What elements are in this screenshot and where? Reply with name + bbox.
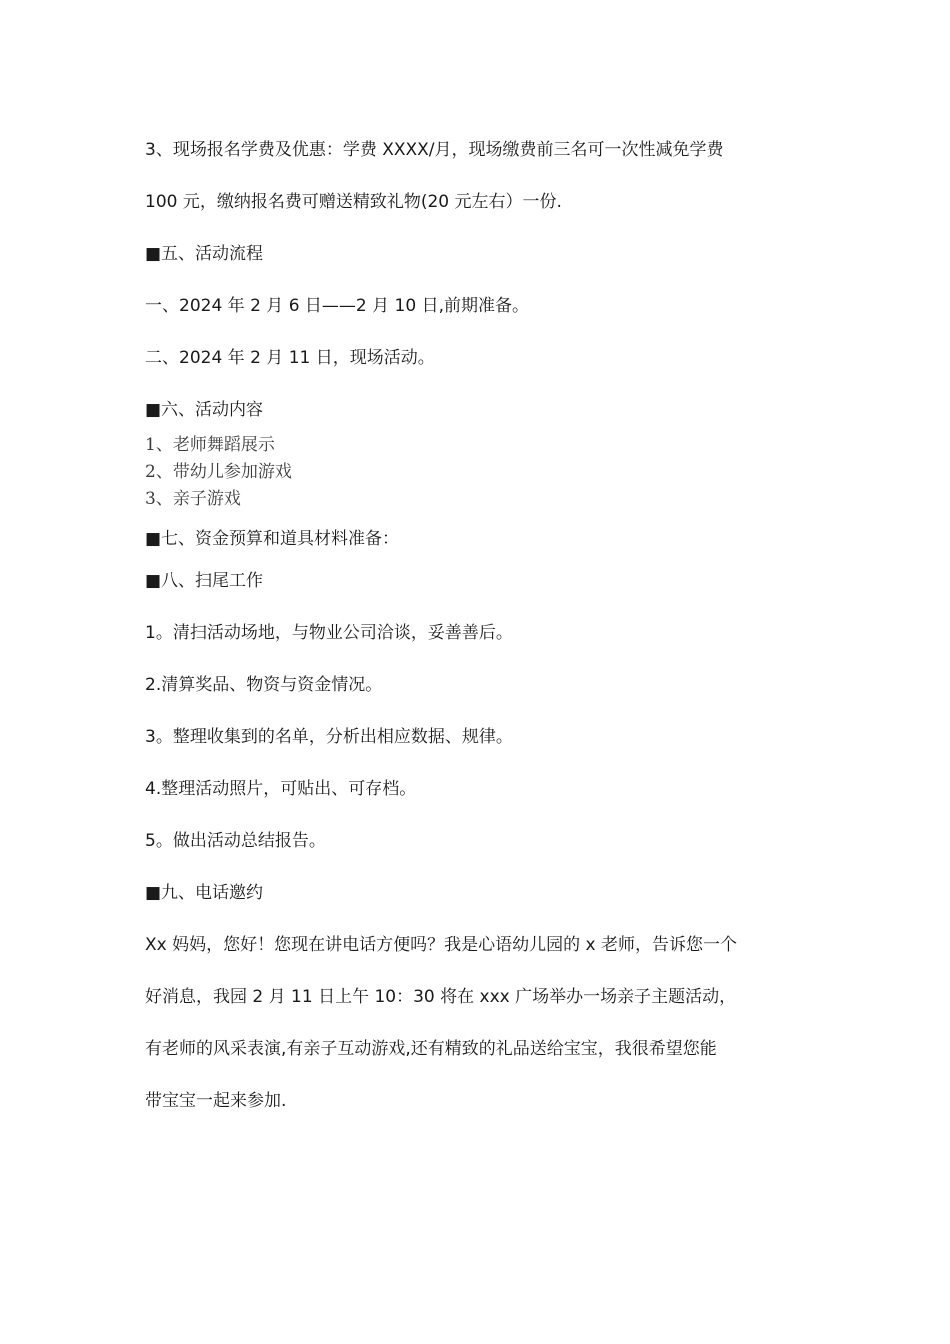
paragraph-process-step-1: 一、2024 年 2 月 6 日——2 月 10 日,前期准备。 [145, 296, 529, 316]
heading-wrap-up: ■八、扫尾工作 [145, 571, 264, 591]
list-item-content-1: 1、老师舞蹈展示 [145, 435, 275, 455]
heading-phone-invite: ■九、电话邀约 [145, 883, 264, 903]
paragraph-wrap-up-4: 4.整理活动照片，可贴出、可存档。 [145, 779, 417, 799]
paragraph-fee-offer: 3、现场报名学费及优惠：学费 XXXX/月，现场缴费前三名可一次性减免学费 [145, 140, 724, 160]
document-body [145, 135, 825, 1138]
heading-budget: ■七、资金预算和道具材料准备： [145, 529, 400, 549]
paragraph-wrap-up-3: 3。整理收集到的名单，分析出相应数据、规律。 [145, 727, 513, 747]
paragraph-wrap-up-1: 1。清扫活动场地，与物业公司洽谈，妥善善后。 [145, 623, 513, 643]
list-item-content-3: 3、亲子游戏 [145, 489, 241, 509]
paragraph-fee-offer-cont: 100 元，缴纳报名费可赠送精致礼物(20 元左右）一份. [145, 192, 562, 212]
heading-activity-process: ■五、活动流程 [145, 244, 264, 264]
heading-activity-content: ■六、活动内容 [145, 400, 264, 420]
paragraph-invite-1: Xx 妈妈，您好！您现在讲电话方便吗？我是心语幼儿园的 x 老师，告诉您一个 [145, 935, 737, 955]
paragraph-invite-2: 好消息，我园 2 月 11 日上午 10：30 将在 xxx 广场举办一场亲子主题活动， [145, 987, 737, 1007]
paragraph-process-step-2: 二、2024 年 2 月 11 日，现场活动。 [145, 348, 435, 368]
paragraph-wrap-up-5: 5。做出活动总结报告。 [145, 831, 326, 851]
list-item-content-2: 2、带幼儿参加游戏 [145, 462, 292, 482]
paragraph-invite-4: 带宝宝一起来参加. [145, 1091, 287, 1111]
paragraph-wrap-up-2: 2.清算奖品、物资与资金情况。 [145, 675, 383, 695]
paragraph-invite-3: 有老师的风采表演,有亲子互动游戏,还有精致的礼品送给宝宝，我很希望您能 [145, 1039, 717, 1059]
